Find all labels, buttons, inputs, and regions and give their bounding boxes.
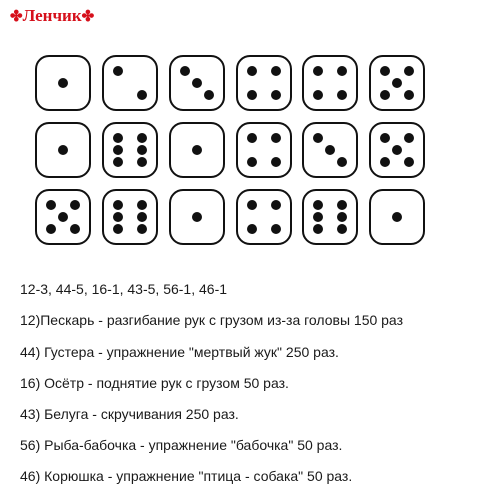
die-pip xyxy=(137,212,147,222)
die-pip xyxy=(404,90,414,100)
dice-code-summary: 12-3, 44-5, 16-1, 43-5, 56-1, 46-1 xyxy=(20,281,228,297)
die-face-6 xyxy=(302,189,358,245)
die-face-4 xyxy=(236,189,292,245)
die-pip xyxy=(137,200,147,210)
title-text: Ленчик xyxy=(22,6,82,25)
die-face-5 xyxy=(369,122,425,178)
die-pip xyxy=(113,145,123,155)
die-pip xyxy=(392,145,402,155)
die-pip xyxy=(113,133,123,143)
die-pip xyxy=(380,133,390,143)
die-pip xyxy=(247,157,257,167)
exercise-line-44: 44) Густера - упражнение "мертвый жук" 250 раз. xyxy=(20,344,339,360)
die-pip xyxy=(313,90,323,100)
die-pip xyxy=(337,66,347,76)
die-pip xyxy=(337,200,347,210)
die-pip xyxy=(271,224,281,234)
die-face-6 xyxy=(102,189,158,245)
die-pip xyxy=(313,212,323,222)
die-pip xyxy=(137,145,147,155)
die-pip xyxy=(46,224,56,234)
die-pip xyxy=(271,157,281,167)
die-pip xyxy=(192,145,202,155)
die-pip xyxy=(404,133,414,143)
die-face-5 xyxy=(35,189,91,245)
die-pip xyxy=(192,212,202,222)
exercise-line-43: 43) Белуга - скручивания 250 раз. xyxy=(20,406,239,422)
die-pip xyxy=(113,66,123,76)
die-pip xyxy=(58,78,68,88)
die-pip xyxy=(70,224,80,234)
exercise-line-16: 16) Осётр - поднятие рук с грузом 50 раз. xyxy=(20,375,289,391)
die-face-1 xyxy=(35,55,91,111)
die-pip xyxy=(192,78,202,88)
die-pip xyxy=(247,224,257,234)
die-pip xyxy=(313,224,323,234)
die-face-1 xyxy=(169,122,225,178)
die-face-3 xyxy=(169,55,225,111)
die-pip xyxy=(137,133,147,143)
die-pip xyxy=(337,90,347,100)
die-face-2 xyxy=(102,55,158,111)
die-pip xyxy=(247,133,257,143)
die-pip xyxy=(180,66,190,76)
die-pip xyxy=(46,200,56,210)
die-face-3 xyxy=(302,122,358,178)
die-face-4 xyxy=(236,122,292,178)
die-pip xyxy=(247,200,257,210)
die-pip xyxy=(137,90,147,100)
die-pip xyxy=(58,145,68,155)
die-face-5 xyxy=(369,55,425,111)
die-pip xyxy=(313,200,323,210)
die-pip xyxy=(58,212,68,222)
clover-icon: ✤ xyxy=(81,9,95,25)
exercise-line-12: 12)Пескарь - разгибание рук с грузом из-за головы 150 раз xyxy=(20,312,403,328)
die-face-1 xyxy=(369,189,425,245)
die-pip xyxy=(404,157,414,167)
die-face-1 xyxy=(35,122,91,178)
clover-icon: ✤ xyxy=(10,9,23,25)
die-pip xyxy=(113,212,123,222)
die-pip xyxy=(70,200,80,210)
die-pip xyxy=(113,157,123,167)
die-pip xyxy=(137,224,147,234)
die-pip xyxy=(337,157,347,167)
die-pip xyxy=(404,66,414,76)
die-face-6 xyxy=(102,122,158,178)
die-face-4 xyxy=(236,55,292,111)
die-pip xyxy=(137,157,147,167)
die-pip xyxy=(247,90,257,100)
die-pip xyxy=(337,224,347,234)
die-pip xyxy=(113,224,123,234)
die-face-4 xyxy=(302,55,358,111)
exercise-line-56: 56) Рыба-бабочка - упражнение "бабочка" 50 раз. xyxy=(20,437,343,453)
die-pip xyxy=(271,133,281,143)
die-pip xyxy=(392,212,402,222)
die-pip xyxy=(313,66,323,76)
die-pip xyxy=(392,78,402,88)
die-pip xyxy=(380,157,390,167)
die-pip xyxy=(204,90,214,100)
die-pip xyxy=(380,90,390,100)
die-pip xyxy=(271,90,281,100)
die-pip xyxy=(325,145,335,155)
die-pip xyxy=(313,133,323,143)
die-pip xyxy=(271,66,281,76)
die-pip xyxy=(113,200,123,210)
die-pip xyxy=(247,66,257,76)
die-face-1 xyxy=(169,189,225,245)
die-pip xyxy=(271,200,281,210)
die-pip xyxy=(337,212,347,222)
die-pip xyxy=(380,66,390,76)
exercise-line-46: 46) Корюшка - упражнение "птица - собака" 50 раз. xyxy=(20,468,353,484)
